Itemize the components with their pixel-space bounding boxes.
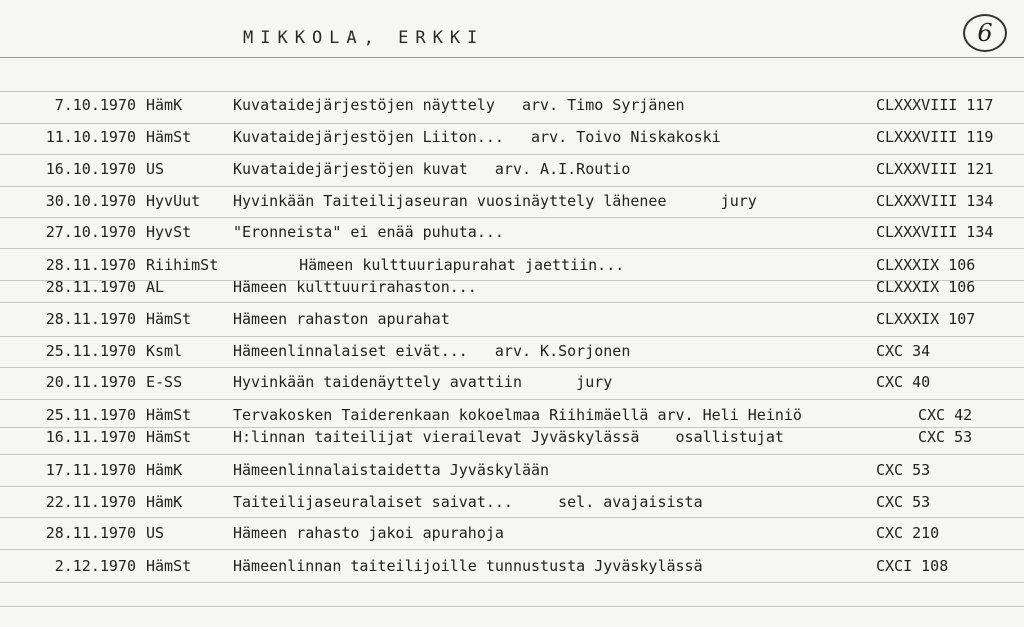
entry-date: 17.11.1970 — [45, 461, 136, 479]
entry-row — [0, 190, 1024, 212]
entry-text: Hämeen rahasto jakoi apurahoja — [233, 524, 504, 542]
entry-text: "Eronneista" ei enää puhuta... — [233, 223, 504, 241]
entry-row — [0, 340, 1024, 362]
entry-ref: CLXXXIX 106 — [876, 278, 976, 296]
entry-row — [0, 94, 1024, 116]
rule-line — [0, 367, 1024, 368]
rule-line — [0, 399, 1024, 400]
entry-ref: CLXXXVIII 121 — [876, 160, 994, 178]
entry-date: 22.11.1970 — [45, 493, 136, 511]
entry-source: E-SS — [146, 373, 183, 391]
entry-text: Hämeenlinnan taiteilijoille tunnustusta Jyväskylässä — [233, 557, 703, 575]
entry-text: Hyvinkään Taiteilijaseuran vuosinäyttely lähenee jury — [233, 192, 757, 210]
entry-ref: CXCI 108 — [876, 557, 949, 575]
rule-line — [0, 517, 1024, 518]
entry-text: Kuvataidejärjestöjen kuvat arv. A.I.Routio — [233, 160, 631, 178]
rule-line — [0, 186, 1024, 187]
entry-text: Hämeen rahaston apurahat — [233, 310, 450, 328]
entry-text: Hämeenlinnalaistaidetta Jyväskylään — [233, 461, 550, 479]
rule-line — [0, 454, 1024, 455]
entry-source: AL — [146, 278, 165, 296]
entry-date: 30.10.1970 — [45, 192, 136, 210]
entry-ref: CLXXXVIII 119 — [876, 128, 994, 146]
entry-text: Hämeen kulttuurirahaston... — [233, 278, 477, 296]
entry-row — [0, 371, 1024, 393]
entry-source: HyvSt — [146, 223, 192, 241]
entry-text: H:linnan taiteilijat vierailevat Jyväskylässä osallistujat — [233, 428, 784, 446]
entry-ref: CXC 34 — [876, 342, 931, 360]
page-number-circle — [963, 14, 1007, 52]
entry-source: HyvUut — [146, 192, 201, 210]
entry-source: HämK — [146, 461, 183, 479]
header-rule — [0, 57, 1024, 58]
entry-row — [0, 158, 1024, 180]
entry-row — [0, 555, 1024, 577]
entry-source: HämK — [146, 96, 183, 114]
entry-ref: CLXXXVIII 134 — [876, 223, 994, 241]
entry-source: US — [146, 524, 165, 542]
entry-date: 25.11.1970 — [45, 342, 136, 360]
entry-date: 20.11.1970 — [45, 373, 136, 391]
entry-text: Hyvinkään taidenäyttely avattiin jury — [233, 373, 613, 391]
entry-ref: CLXXXVIII 117 — [876, 96, 994, 114]
entry-ref: CXC 210 — [876, 524, 940, 542]
entry-ref: CXC 42 — [918, 406, 973, 424]
entry-date: 11.10.1970 — [45, 128, 136, 146]
entry-source: US — [146, 160, 165, 178]
rule-line — [0, 302, 1024, 303]
entry-date: 25.11.1970 — [45, 406, 136, 424]
entry-row — [0, 491, 1024, 513]
entry-text: Hämeenlinnalaiset eivät... arv. K.Sorjonen — [233, 342, 631, 360]
page-number: 6 — [977, 19, 993, 47]
entry-ref: CXC 53 — [918, 428, 973, 446]
rule-line — [0, 582, 1024, 583]
entry-row — [0, 522, 1024, 544]
entry-date: 28.11.1970 — [45, 524, 136, 542]
entry-date: 28.11.1970 — [45, 310, 136, 328]
rule-line — [0, 248, 1024, 249]
entry-date: 16.10.1970 — [45, 160, 136, 178]
entry-text: Kuvataidejärjestöjen Liiton... arv. Toivo Niskakoski — [233, 128, 721, 146]
entry-ref: CLXXXIX 107 — [876, 310, 976, 328]
entry-row — [0, 404, 1024, 426]
entry-text: Hämeen kulttuuriapurahat jaettiin... — [254, 256, 625, 274]
entry-ref: CXC 40 — [876, 373, 931, 391]
entry-row — [0, 221, 1024, 243]
entry-source: HämSt — [146, 428, 192, 446]
entry-text: Tervakosken Taiderenkaan kokoelmaa Riihimäellä arv. Heli Heiniö — [233, 406, 802, 424]
entry-ref: CLXXXIX 106 — [876, 256, 976, 274]
rule-line — [0, 336, 1024, 337]
entry-row — [0, 426, 1024, 448]
entry-text: Taiteilijaseuralaiset saivat... sel. avajaisista — [233, 493, 703, 511]
rule-line — [0, 217, 1024, 218]
entry-source: HämSt — [146, 310, 192, 328]
rule-line — [0, 606, 1024, 607]
entry-source: HämSt — [146, 557, 192, 575]
entry-date: 7.10.1970 — [54, 96, 136, 114]
entry-row — [0, 308, 1024, 330]
rule-line — [0, 91, 1024, 92]
entry-text: Kuvataidejärjestöjen näyttely arv. Timo Syrjänen — [233, 96, 685, 114]
entry-source: Ksml — [146, 342, 183, 360]
entry-date: 27.10.1970 — [45, 223, 136, 241]
entry-date: 28.11.1970 — [45, 256, 136, 274]
entry-row — [0, 126, 1024, 148]
entry-ref: CXC 53 — [876, 461, 931, 479]
entry-source: HämK — [146, 493, 183, 511]
entry-ref: CXC 53 — [876, 493, 931, 511]
entry-source: HämSt — [146, 128, 192, 146]
entry-date: 2.12.1970 — [54, 557, 136, 575]
entry-row — [0, 276, 1024, 298]
card-title: MIKKOLA, ERKKI — [243, 28, 485, 48]
rule-line — [0, 549, 1024, 550]
rule-line — [0, 123, 1024, 124]
entry-ref: CLXXXVIII 134 — [876, 192, 994, 210]
entry-date: 28.11.1970 — [45, 278, 136, 296]
entry-row — [0, 254, 1024, 276]
entry-date: 16.11.1970 — [45, 428, 136, 446]
entry-source: HämSt — [146, 406, 192, 424]
entry-source: RiihimSt — [146, 256, 219, 274]
rule-line — [0, 154, 1024, 155]
entry-row — [0, 459, 1024, 481]
rule-line — [0, 486, 1024, 487]
